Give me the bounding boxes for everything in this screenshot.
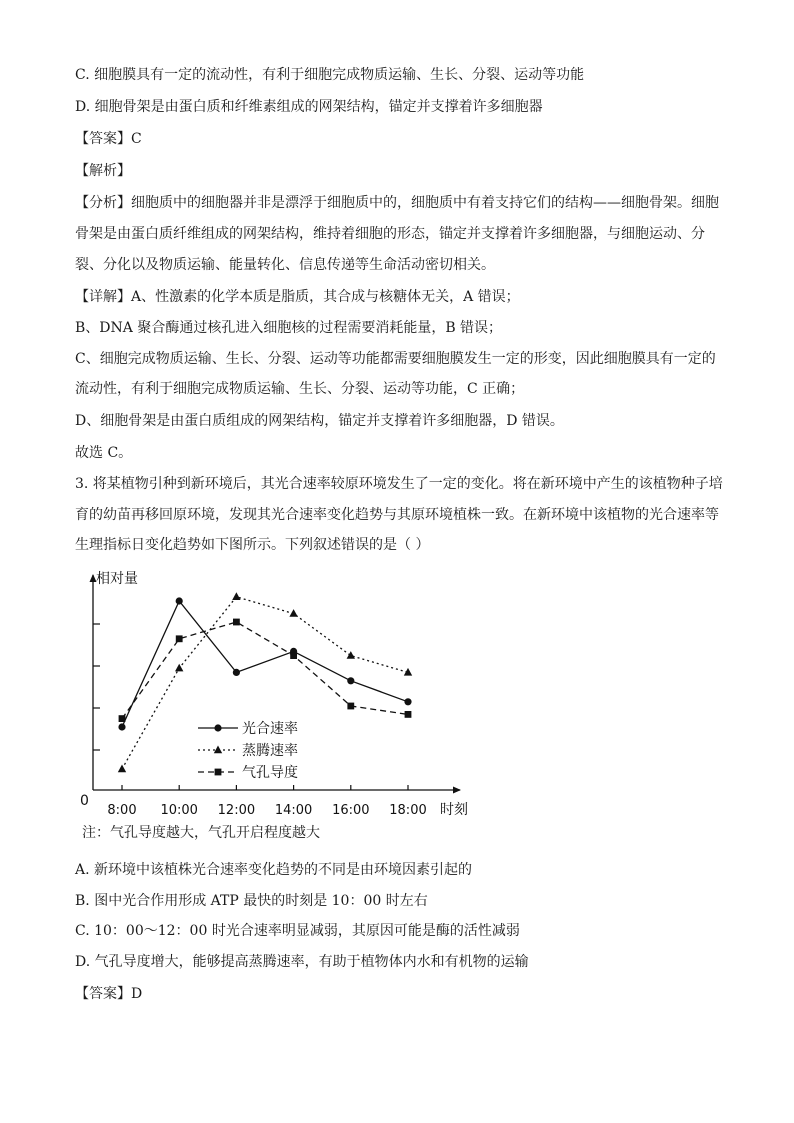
data-point	[176, 597, 183, 604]
choose-line: 故选 C。	[75, 445, 133, 461]
answer-value: C	[131, 131, 142, 147]
legend-label: 气孔导度	[242, 765, 298, 781]
x-tick-label: 10:00	[160, 803, 198, 818]
series-line	[122, 622, 408, 719]
answer-label: 【答案】	[75, 131, 131, 147]
q3-stem-line-1: 3. 将某植物引种到新环境后，其光合速率较原环境发生了一定的变化。将在新环境中产生的该植物种子培	[75, 476, 723, 492]
q3-option-c: C. 10：00～12：00 时光合速率明显减弱，其原因可能是酶的活性减弱	[75, 923, 520, 939]
x-tick-label: 18:00	[389, 803, 427, 818]
data-point	[176, 635, 183, 642]
series-square	[119, 619, 412, 722]
data-point	[118, 723, 125, 730]
data-point	[289, 609, 297, 617]
data-point	[232, 592, 240, 600]
answer-1	[75, 129, 142, 149]
legend-marker	[214, 746, 222, 754]
xiangjie-line-c1: C、细胞完成物质运输、生长、分裂、运动等功能都需要细胞膜发生一定的形变，因此细胞膜具有一定的	[75, 351, 716, 367]
prev-option-d: D. 细胞骨架是由蛋白质和纤维素组成的网架结构，锚定并支撑着许多细胞器	[75, 99, 543, 115]
fenxi-line-3: 裂、分化以及物质运输、能量转化、信息传递等生命活动密切相关。	[75, 257, 495, 273]
answer-value: D	[131, 986, 143, 1002]
origin-label: 0	[80, 793, 89, 809]
legend-marker	[215, 769, 222, 776]
data-point	[119, 715, 126, 722]
x-tick-label: 8:00	[107, 803, 137, 818]
data-point	[404, 668, 412, 676]
chart-legend	[198, 720, 298, 781]
x-tick-label: 16:00	[332, 803, 370, 818]
legend-label: 蒸腾速率	[242, 743, 298, 759]
data-point	[290, 652, 297, 659]
fenxi-line-2: 骨架是由蛋白质纤维组成的网架结构，维持着细胞的形态，锚定并支撑着许多细胞器，与细胞运动、分	[75, 226, 705, 242]
series-circle	[118, 597, 411, 730]
legend-label: 光合速率	[242, 721, 298, 737]
xiangjie-line-a	[75, 287, 520, 307]
y-axis-label: 相对量	[96, 571, 138, 587]
x-axis-arrow	[453, 787, 461, 794]
fenxi-label: 【分析】	[75, 195, 131, 211]
data-point	[347, 677, 354, 684]
answer-label: 【答案】	[75, 986, 131, 1002]
data-point	[118, 765, 126, 773]
x-tick-label: 14:00	[274, 803, 313, 818]
data-point	[405, 711, 412, 718]
prev-option-c: C. 细胞膜具有一定的流动性，有利于细胞完成物质运输、生长、分裂、运动等功能	[75, 67, 585, 83]
chart-note: 注：气孔导度越大，气孔开启程度越大	[82, 825, 320, 841]
fenxi-line-1	[75, 193, 719, 213]
x-axis-label: 时刻	[440, 802, 468, 818]
data-point	[347, 703, 354, 710]
xiangjie-line-c2: 流动性，有利于细胞完成物质运输、生长、分裂、运动等功能，C 正确；	[75, 381, 525, 397]
data-point	[233, 669, 240, 676]
data-point	[347, 651, 355, 659]
q3-option-a: A. 新环境中该植株光合速率变化趋势的不同是由环境因素引起的	[75, 862, 473, 878]
xiangjie-label: 【详解】	[75, 289, 131, 305]
q3-stem-line-2: 育的幼苗再移回原环境，发现其光合速率变化趋势与其原环境植株一致。在新环境中该植物的光合速率等	[75, 507, 719, 523]
q3-stem-line-3: 生理指标日变化趋势如下图所示。下列叙述错误的是（ ）	[75, 537, 430, 553]
line-chart	[70, 560, 490, 825]
fenxi-text-1: 细胞质中的细胞器并非是漂浮于细胞质中的，细胞质中有着支持它们的结构——细胞骨架。细胞	[131, 195, 719, 211]
x-tick-label: 12:00	[217, 803, 256, 818]
answer-2	[75, 984, 142, 1004]
xiangjie-text-a: A、性激素的化学本质是脂质，其合成与核糖体无关，A 错误；	[131, 289, 520, 305]
legend-marker	[214, 724, 221, 731]
data-point	[404, 698, 411, 705]
analysis-label: 【解析】	[75, 163, 131, 179]
xiangjie-line-d: D、细胞骨架是由蛋白质组成的网架结构，锚定并支撑着许多细胞器，D 错误。	[75, 413, 564, 429]
q3-option-b: B. 图中光合作用形成 ATP 最快的时刻是 10：00 时左右	[75, 893, 428, 909]
data-point	[233, 619, 240, 626]
q3-option-d: D. 气孔导度增大，能够提高蒸腾速率，有助于植物体内水和有机物的运输	[75, 954, 529, 970]
xiangjie-line-b: B、DNA 聚合酶通过核孔进入细胞核的过程需要消耗能量，B 错误；	[75, 320, 503, 336]
